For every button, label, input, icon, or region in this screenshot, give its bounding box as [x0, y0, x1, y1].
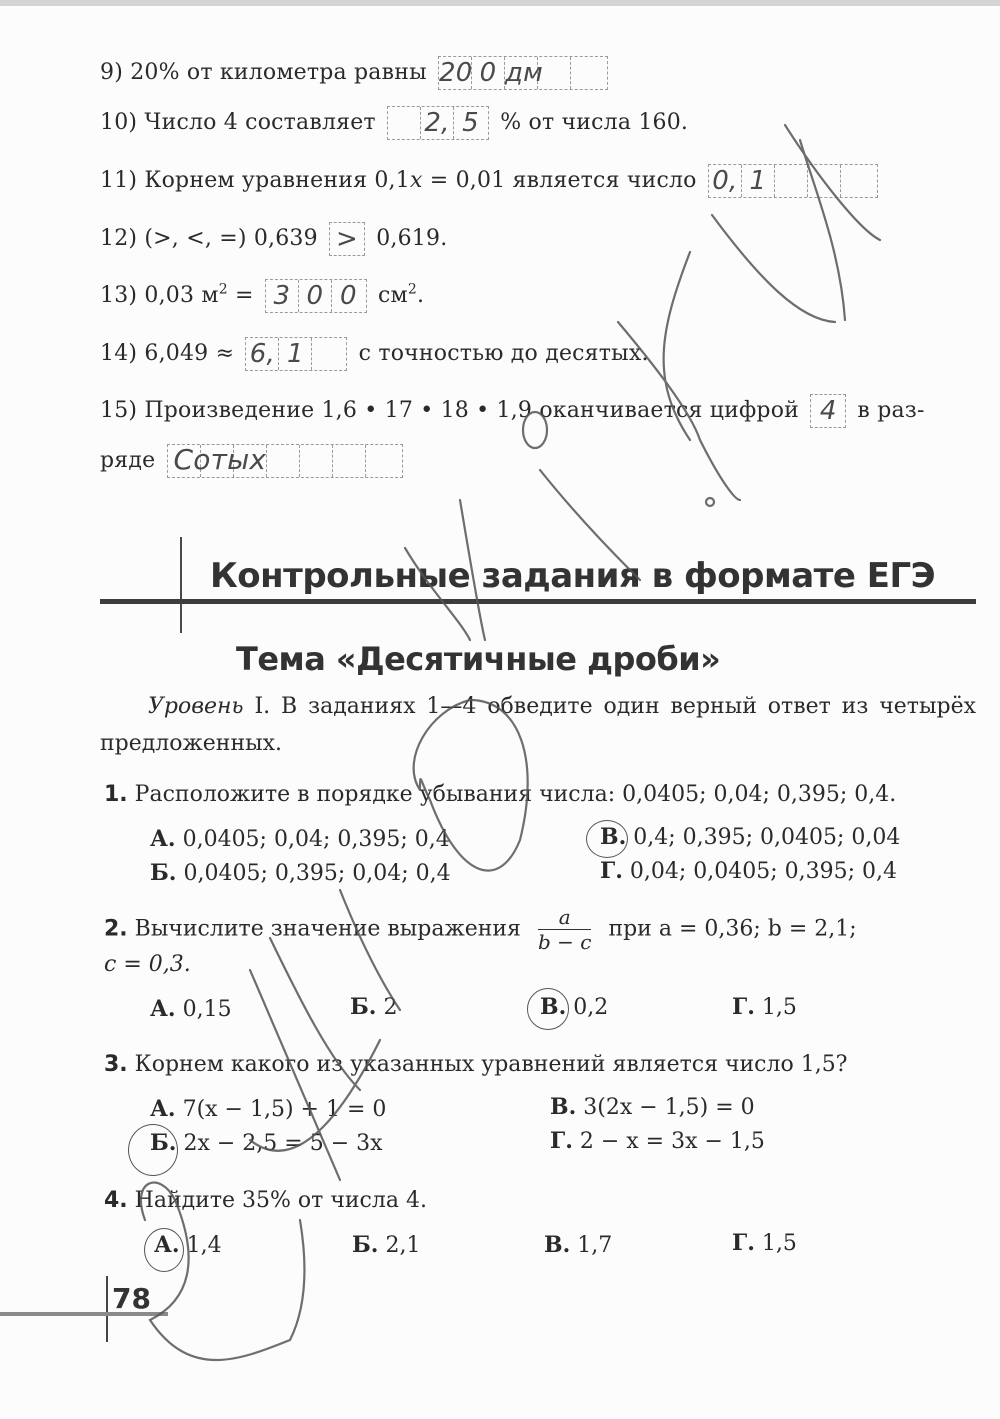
option-label: Б. [352, 1232, 379, 1258]
option-text: 1,5 [761, 995, 797, 1020]
section-title: Контрольные задания в формате ЕГЭ [210, 556, 936, 596]
answer-box[interactable] [245, 337, 347, 371]
heading-vertical-rule [180, 537, 182, 633]
question-text: Вычислите значение выражения [134, 916, 521, 942]
answer-box-wide[interactable] [167, 444, 403, 478]
question-number: 3. [104, 1052, 128, 1077]
option-label: А. [150, 826, 176, 852]
level-label: Уровень [148, 694, 244, 719]
answer-cell[interactable]: 1 [279, 338, 312, 370]
option-text: 0,0405; 0,395; 0,04; 0,4 [183, 861, 451, 886]
exercise-text: Произведение 1,6 • 17 • 18 • 1,9 оканчивается цифрой [144, 398, 800, 423]
exercise-text: Корнем уравнения 0,1 [144, 168, 410, 193]
answer-cell[interactable]: 3 [266, 280, 299, 312]
answer-cell[interactable] [333, 445, 366, 477]
exercise-10 [100, 106, 688, 140]
question-number: 2. [104, 916, 128, 942]
answer-cell[interactable] [388, 107, 421, 139]
exercise-14 [100, 337, 649, 371]
option-b[interactable] [352, 1232, 420, 1258]
exercise-15 [100, 394, 925, 428]
question-number: 4. [104, 1188, 128, 1213]
option-v[interactable] [600, 824, 900, 850]
option-label: Б. [150, 1130, 177, 1156]
answer-box[interactable] [438, 56, 608, 90]
selected-answer-circle [128, 1124, 178, 1176]
answer-cell[interactable]: 5 [462, 108, 479, 138]
exercise-number: 12) [100, 226, 138, 251]
heading-horizontal-rule [100, 599, 976, 604]
option-text: 2,1 [385, 1233, 421, 1258]
question-number: 1. [104, 782, 128, 807]
option-label: Г. [550, 1128, 573, 1154]
option-text: 2x − 2,5 = 5 − 3x [183, 1131, 383, 1156]
fraction [538, 905, 591, 954]
answer-cell[interactable]: 20 [438, 58, 473, 88]
answer-box[interactable] [810, 394, 846, 428]
exercise-text: 6,049 ≈ [144, 341, 235, 366]
question-params: a = 0,36; b = 2,1; [658, 916, 857, 942]
answer-cell[interactable]: 4 [819, 396, 837, 426]
scan-top-edge [0, 0, 1000, 6]
denominator: b − c [537, 930, 592, 954]
exercise-15-line2 [100, 444, 407, 478]
option-a[interactable] [150, 996, 232, 1022]
option-text: 0,04; 0,0405; 0,395; 0,4 [629, 859, 898, 884]
option-label: Б. [150, 860, 177, 886]
selected-answer-circle [527, 988, 569, 1030]
handwritten-answer: Сотых [173, 443, 267, 476]
option-g[interactable] [600, 858, 897, 884]
exercise-text: в раз- [857, 398, 925, 423]
exercise-text: = 0,01 является число [422, 168, 697, 193]
exercise-number: 9) [100, 60, 123, 85]
answer-cell[interactable]: 0 [299, 280, 332, 312]
answer-box[interactable] [265, 279, 367, 313]
option-label: А. [154, 1232, 180, 1258]
option-label: В. [544, 1232, 571, 1258]
exercise-text: % от числа 160. [500, 110, 689, 135]
answer-cell[interactable]: 0, [709, 165, 742, 197]
page-number-vertical-rule [106, 1276, 108, 1342]
answer-box[interactable] [387, 106, 489, 140]
option-text: 0,15 [182, 997, 232, 1022]
exercise-number: 15) [100, 398, 138, 423]
option-label: А. [150, 996, 176, 1022]
exercise-number: 14) [100, 341, 138, 366]
answer-cell[interactable] [300, 445, 333, 477]
option-label: В. [600, 824, 627, 850]
answer-cell[interactable] [538, 57, 571, 89]
option-text: 1,7 [577, 1233, 613, 1258]
option-v[interactable] [550, 1094, 755, 1120]
option-a[interactable] [150, 826, 450, 852]
option-text: 1,4 [186, 1233, 222, 1258]
selected-answer-circle [144, 1228, 184, 1272]
option-b[interactable] [350, 994, 397, 1020]
answer-cell[interactable]: 0 [339, 281, 357, 311]
question-text: при [608, 916, 652, 942]
question-3 [104, 1052, 847, 1077]
option-label: В. [550, 1094, 577, 1120]
option-text: 1,5 [761, 1231, 797, 1256]
answer-cell[interactable] [267, 445, 300, 477]
exercise-number: 11) [100, 168, 138, 193]
option-label: Г. [600, 858, 623, 884]
exercise-number: 10) [100, 110, 138, 135]
option-text: 3(2x − 1,5) = 0 [583, 1095, 755, 1120]
exercise-11 [100, 164, 882, 198]
answer-box[interactable] [329, 222, 365, 256]
variable: x [409, 168, 423, 193]
option-g[interactable] [732, 994, 797, 1020]
answer-cell[interactable]: 1 [742, 165, 775, 197]
question-2 [104, 905, 857, 954]
option-g[interactable] [550, 1128, 765, 1154]
answer-cell[interactable] [366, 445, 399, 477]
question-1 [104, 782, 896, 807]
option-text: 0,4; 0,395; 0,0405; 0,04 [633, 825, 901, 850]
exercise-text: 0,619. [376, 226, 448, 251]
option-label: Г. [732, 1230, 755, 1256]
option-text: 2 [383, 995, 398, 1020]
exercise-text: = [227, 283, 254, 308]
selected-answer-circle [586, 820, 628, 858]
answer-cell[interactable] [312, 338, 345, 370]
exercise-text: Число 4 составляет [144, 110, 376, 135]
answer-cell[interactable]: > [336, 224, 359, 254]
level-text: I. В заданиях 1—4 обведите один верный ответ из четырёх предложенных. [100, 694, 976, 756]
exercise-text: см [378, 283, 408, 308]
exercise-9 [100, 56, 612, 90]
answer-cell[interactable] [775, 165, 808, 197]
question-text: Расположите в порядке убывания числа: 0,0405; 0,04; 0,395; 0,4. [134, 782, 897, 807]
option-a[interactable] [150, 1096, 386, 1122]
exercise-text: с точностью до десятых. [358, 341, 649, 366]
question-text: Корнем какого из указанных уравнений является число 1,5? [134, 1052, 848, 1077]
answer-cell[interactable]: 0 [472, 57, 505, 89]
answer-cell[interactable] [808, 165, 841, 197]
option-text: 0,2 [573, 995, 609, 1020]
option-label: А. [150, 1096, 176, 1122]
option-label: В. [540, 994, 567, 1020]
option-v[interactable] [544, 1232, 612, 1258]
question-text: Найдите 35% от числа 4. [134, 1188, 427, 1213]
answer-box[interactable] [708, 164, 878, 198]
option-g[interactable] [732, 1230, 797, 1256]
superscript: 2 [218, 281, 228, 298]
exercise-number: 13) [100, 283, 138, 308]
exercise-text: 20% от километра равны [130, 60, 427, 85]
answer-cell[interactable]: 2, [421, 107, 454, 139]
numerator: a [538, 905, 591, 930]
answer-cell[interactable]: дм [504, 58, 543, 88]
exercise-text: 0,03 м [144, 283, 219, 308]
option-b[interactable] [150, 860, 451, 886]
option-text: 7(x − 1,5) + 1 = 0 [182, 1097, 387, 1122]
exercise-text: . [416, 283, 425, 308]
question-2-line2: c = 0,3. [104, 952, 191, 977]
question-4 [104, 1188, 427, 1213]
exercise-12 [100, 222, 447, 256]
exercise-13 [100, 279, 424, 313]
exercise-text: (>, <, =) 0,639 [144, 226, 318, 251]
option-text: 0,0405; 0,04; 0,395; 0,4 [182, 827, 450, 852]
section-subtitle: Тема «Десятичные дроби» [236, 640, 721, 678]
answer-cell[interactable] [571, 57, 604, 89]
exercise-text: ряде [100, 448, 156, 473]
option-label: Г. [732, 994, 755, 1020]
option-label: Б. [350, 994, 377, 1020]
answer-cell[interactable] [841, 165, 874, 197]
option-text: 2 − x = 3x − 1,5 [579, 1129, 765, 1154]
option-b[interactable] [150, 1130, 383, 1156]
instructions [100, 688, 976, 762]
superscript: 2 [407, 281, 417, 298]
page-number: 78 [112, 1282, 151, 1315]
answer-cell[interactable]: 6, [246, 338, 279, 370]
